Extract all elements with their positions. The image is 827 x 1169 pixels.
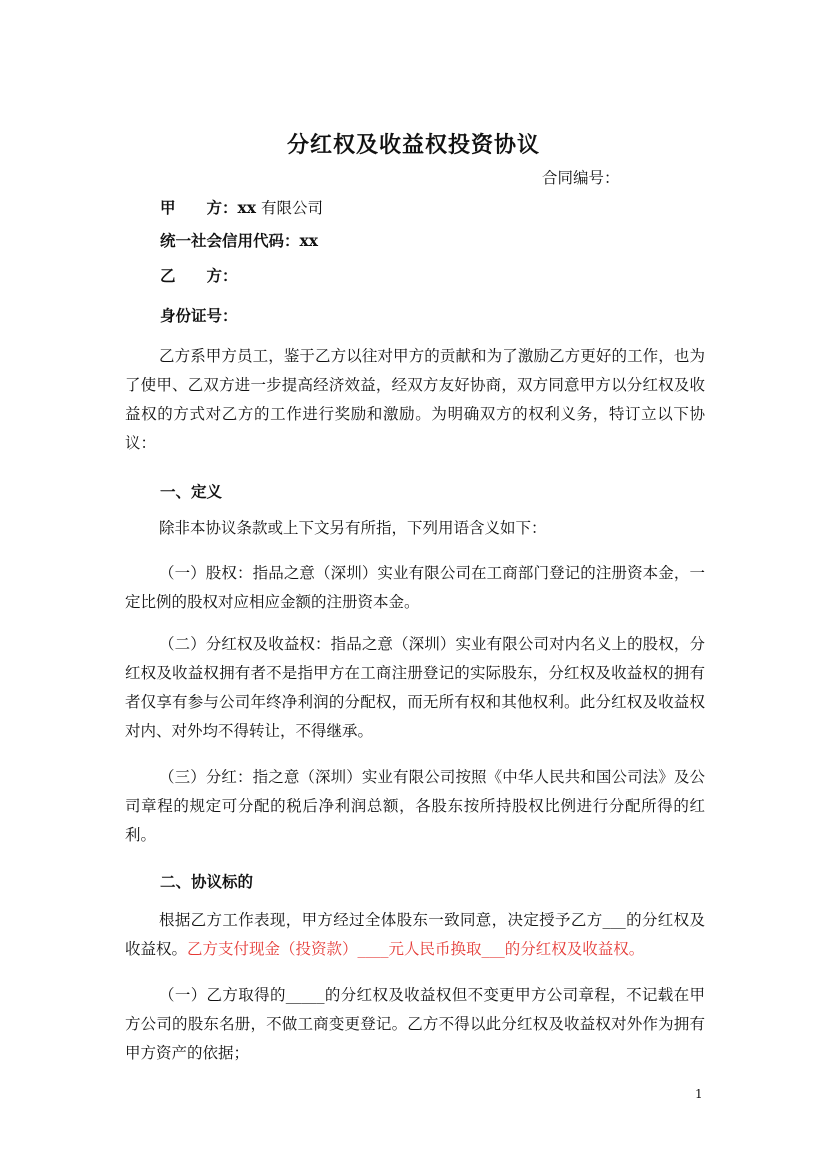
section-2-paragraph-highlight: 乙方支付现金（投资款）____元人民币换取___的分红权及收益权。 bbox=[187, 940, 645, 958]
party-a-value-prefix: xx bbox=[237, 198, 256, 217]
page-number: 1 bbox=[695, 1087, 703, 1101]
party-a-field bbox=[160, 196, 323, 218]
section-1-item-2: （二）分红权及收益权：指品之意（深圳）实业有限公司对内名义上的股权，分红权及收益权拥有者不是指甲方在工商注册登记的实际股东，分红权及收益权的拥有者仅享有参与公司年终净利润的分配权，而无所有权和其他权利。此分红权及收益权对内、对外均不得转让，不得继承。 bbox=[125, 635, 705, 740]
section-1-item-3: （三）分红：指之意（深圳）实业有限公司按照《中华人民共和国公司法》及公司章程的规定可分配的税后净利润总额，各股东按所持股权比例进行分配所得的红利。 bbox=[125, 768, 705, 844]
section-2-heading: 二、协议标的 bbox=[160, 873, 254, 891]
document-title: 分红权及收益权投资协议 bbox=[286, 133, 540, 158]
party-a-value: 有限公司 bbox=[260, 199, 323, 217]
party-a-label: 甲 方： bbox=[160, 199, 238, 217]
section-2-paragraph-text: 根据乙方工作表现，甲方经过全体股东一致同意，决定授予乙方___的分红权及收益权。 bbox=[125, 911, 705, 958]
credit-code-label: 统一社会信用代码： bbox=[160, 232, 300, 250]
credit-code-field bbox=[160, 229, 318, 251]
section-1-item-1: （一）股权：指品之意（深圳）实业有限公司在工商部门登记的注册资本金，一定比例的股权对应相应金额的注册资本金。 bbox=[125, 564, 705, 611]
section-1-heading: 一、定义 bbox=[160, 483, 223, 501]
section-1-intro: 除非本协议条款或上下文另有所指，下列用语含义如下： bbox=[159, 519, 547, 537]
party-b-label: 乙 方： bbox=[160, 267, 238, 285]
intro-paragraph: 乙方系甲方员工，鉴于乙方以往对甲方的贡献和为了激励乙方更好的工作，也为了使甲、乙双方进一步提高经济效益，经双方友好协商，双方同意甲方以分红权及收益权的方式对乙方的工作进行奖励和激励。为明确双方的权利义务，特订立以下协议： bbox=[125, 347, 705, 452]
credit-code-value: xx bbox=[299, 231, 318, 250]
id-number-label: 身份证号： bbox=[160, 307, 238, 325]
contract-number-label: 合同编号： bbox=[542, 169, 620, 187]
section-2-item-1: （一）乙方取得的_____的分红权及收益权但不变更甲方公司章程，不记载在甲方公司的股东名册，不做工商变更登记。乙方不得以此分红权及收益权对外作为拥有甲方资产的依据； bbox=[125, 986, 705, 1062]
id-number-field bbox=[160, 304, 238, 326]
party-b-field bbox=[160, 264, 238, 286]
section-2-paragraph bbox=[125, 906, 705, 964]
